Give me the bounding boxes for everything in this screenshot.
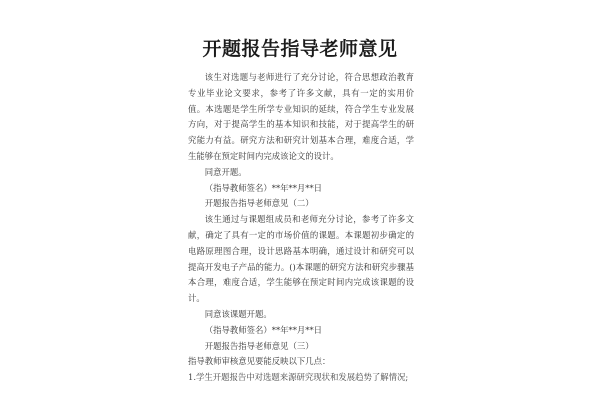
approval-line-one: 同意开题。 (204, 166, 247, 177)
section-heading-three: 开题报告指导老师意见（三） (204, 340, 314, 351)
section-heading-two: 开题报告指导老师意见（二） (204, 198, 314, 209)
paragraph-opinion-two: 该生通过与课题组成员和老师充分讨论，参考了许多文献，确定了具有一定的市场价值的课题。本课题初步确定的电路原理图合理，设计思路基本明确，通过设计和研究可以提高开发电子产品的能力。()本课题的研究方法和研究步骤基本合理，难度合适，学生能够在预定时间内完成该课题的设计。 (188, 214, 414, 304)
signature-line-one: （指导教师签名）**年**月**日 (204, 182, 323, 193)
review-instructions: 指导教师审核意见要能反映以下几点： (188, 356, 331, 367)
review-point-one: 1.学生开题报告中对选题来源研究现状和发展趋势了解情况; (188, 372, 409, 383)
paragraph-opinion-one: 该生对选题与老师进行了充分讨论，符合思想政治教育专业毕业论文要求，参考了许多文献，具有一定的实用价值。本选题是学生所学专业知识的延续，符合学生专业发展方向，对于提高学生的基本知识和技能，对于提高学生的研究能力有益。研究方法和研究计划基本合理，难度合适，学生能够在预定时间内完成该论文的设计。 (188, 72, 414, 161)
approval-line-two: 同意该课题开题。 (204, 308, 272, 319)
document-title: 开题报告指导老师意见 (202, 38, 398, 60)
document-body (188, 70, 414, 386)
signature-line-two: （指导教师签名）**年**月**日 (204, 324, 323, 335)
